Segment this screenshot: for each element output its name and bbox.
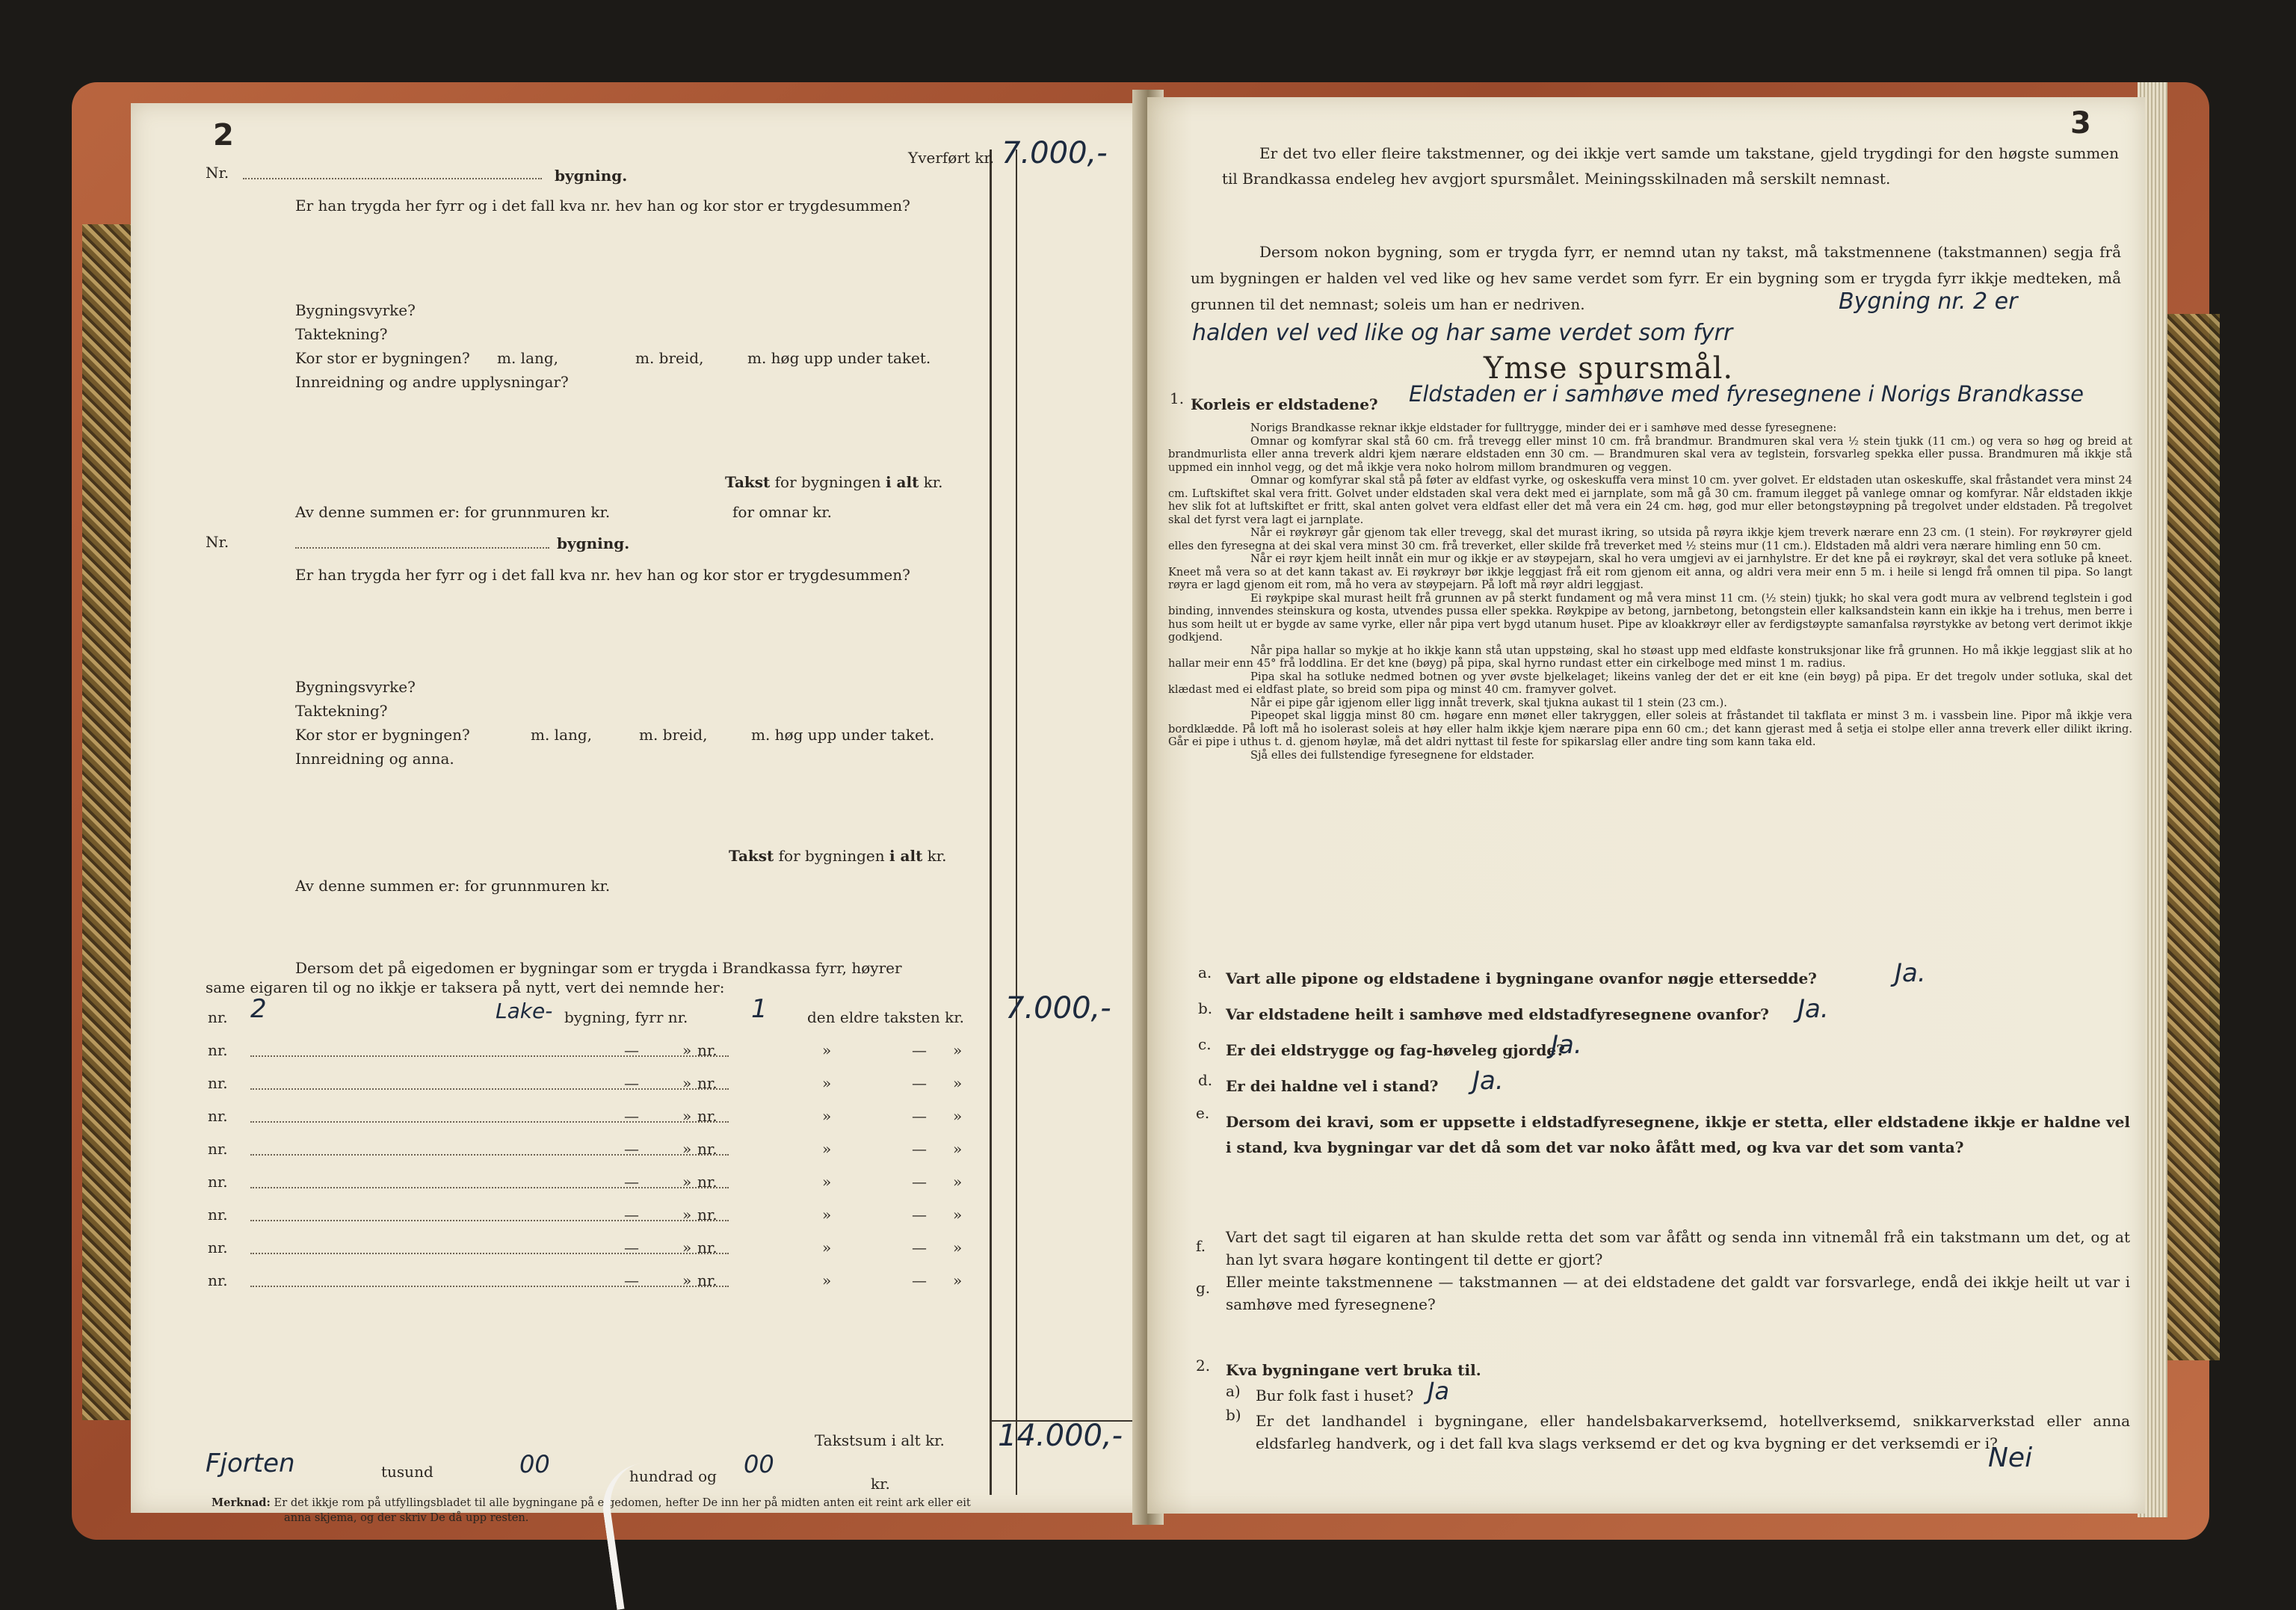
size-question-2: Kor stor er bygningen? xyxy=(295,726,470,744)
amount-column-rule-2 xyxy=(1016,149,1017,1495)
size-hog-2: m. høg upp under taket. xyxy=(751,726,935,744)
dersom-text-1: Dersom det på eigedomen er bygningar som er trygda i Brandkassa fyrr, høyrer xyxy=(295,959,902,977)
question-text: Vart alle pipone og eldstadene i bygningane ovanfor nøgje ettersedde? xyxy=(1226,969,1817,987)
row-quote-3: » xyxy=(953,1173,963,1191)
takst-label-1: Takst xyxy=(725,473,771,491)
row-quote: » xyxy=(682,1173,692,1191)
size-lang-2: m. lang, xyxy=(531,726,593,744)
rule-paragraph: Når pipa hallar so mykje at ho ikkje kann stå utan uppstøing, skal ho støast upp med eldfaste konstruksjonar like frå grunnen. Ho må ikkje leggjast slik at ho hallar meir enn 45° frå loddlina. Er det kne (bøyg) på pipa, skal hyrno rundast etter ein cirkelboge med minst 1 m. radius. xyxy=(1168,644,2132,670)
tusund-value: Fjorten xyxy=(206,1449,295,1478)
hundrad-value: 00 xyxy=(519,1450,550,1478)
taktekning-1: Taktekning? xyxy=(295,325,388,343)
q2a-text: Bur folk fast i huset? xyxy=(1256,1387,1414,1404)
hundrad-label: hundrad og xyxy=(629,1467,717,1485)
q2b-letter: b) xyxy=(1226,1406,1241,1424)
row-quote-2: » xyxy=(822,1107,832,1125)
question-answer: Ja. xyxy=(1797,994,1829,1024)
q1-answer: Eldstaden er i samhøve med fyresegnene i Norigs Brandkasse xyxy=(1409,381,2084,407)
row-dash-2: — xyxy=(912,1271,927,1289)
insured-question-1: Er han trygda her fyrr og i det fall kva nr. hev han og kor stor er trygdesummen? xyxy=(295,197,910,215)
size-hog-1: m. høg upp under taket. xyxy=(747,349,931,367)
row-fill-line xyxy=(250,1121,729,1123)
rule-paragraph: Sjå elles dei fullstendige fyresegnene for eldstader. xyxy=(1250,748,1534,762)
row-fill-line xyxy=(250,1088,729,1090)
row-quote: » xyxy=(682,1271,692,1289)
row-quote-2: » xyxy=(822,1173,832,1191)
merknad-text-2: anna skjema, og der skriv De då upp resten. xyxy=(284,1511,529,1524)
page-number-right: 3 xyxy=(2070,106,2091,141)
row-quote-3: » xyxy=(953,1140,963,1158)
handwritten-note-1: Bygning nr. 2 er xyxy=(1839,289,2018,315)
row-nr-label: nr. xyxy=(208,1074,228,1092)
takstsum-label: Takstsum i alt kr. xyxy=(815,1431,945,1449)
rule-paragraph: Norigs Brandkasse reknar ikkje eldstader for fulltrygge, minder dei er i samhøve med desse fyresegnene: xyxy=(1250,422,1837,434)
qg-letter: g. xyxy=(1196,1279,1211,1297)
takstsum-value: 14.000,- xyxy=(998,1419,1123,1453)
row-quote: » xyxy=(682,1041,692,1059)
nr-line xyxy=(243,178,542,179)
row-dash: — xyxy=(624,1206,639,1224)
row-quote: » xyxy=(682,1107,692,1125)
kr-end: kr. xyxy=(871,1475,890,1493)
row-nr-2: nr. xyxy=(697,1107,718,1125)
row-fill-line xyxy=(250,1220,729,1221)
row-nr-label: nr. xyxy=(208,1107,228,1125)
innreidning-1: Innreidning og andre upplysningar? xyxy=(295,373,569,391)
takst-kr-2: kr. xyxy=(927,847,947,865)
row-nr-label: nr. xyxy=(208,1271,228,1289)
takst-rest-2: for bygningen xyxy=(778,847,885,865)
row-quote-2: » xyxy=(822,1140,832,1158)
row-nr-2: nr. xyxy=(697,1173,718,1191)
takst-rest-1: for bygningen xyxy=(774,473,881,491)
row-nr-2: nr. xyxy=(697,1074,718,1092)
insured-question-2: Er han trygda her fyrr og i det fall kva nr. hev han og kor stor er trygdesummen? xyxy=(295,566,910,584)
question-answer: Ja. xyxy=(1551,1030,1582,1060)
row-nr-label: nr. xyxy=(208,1206,228,1224)
qf-letter: f. xyxy=(1196,1237,1206,1255)
paragraph-previously-insured: Dersom nokon bygning, som er trygda fyrr, er nemnd utan ny takst, må takstmennene (takstmannen) segja frå um bygningen er halden vel ved like og hev same verdet som fyrr. Er ein bygning som er trygda fyrr ikkje medteken, må grunnen til det nemnast; soleis um han er nedriven. xyxy=(1191,243,2121,313)
q1-label: Korleis er eldstadene? xyxy=(1191,395,1378,413)
row-dash-2: — xyxy=(912,1107,927,1125)
taktekning-2: Taktekning? xyxy=(295,702,388,720)
q1-number: 1. xyxy=(1170,389,1185,407)
q2b-answer: Nei xyxy=(1988,1443,2033,1473)
nr-label-2: Nr. xyxy=(206,533,229,551)
takst-kr-1: kr. xyxy=(923,473,943,491)
ore-value: 00 xyxy=(744,1450,774,1478)
table-row-fyrr-value: 1 xyxy=(751,994,768,1024)
qf-text: Vart det sagt til eigaren at han skulde retta det som var åfått og senda inn vitnemål frå ein takstmann um det, og at han lyt svara høgare kontingent til dette er gjort? xyxy=(1226,1228,2130,1268)
right-page xyxy=(1147,97,2145,1514)
row-fill-line xyxy=(250,1286,729,1287)
row-quote-3: » xyxy=(953,1074,963,1092)
question-letter: a. xyxy=(1198,963,1212,981)
row-quote: » xyxy=(682,1206,692,1224)
row-dash-2: — xyxy=(912,1041,927,1059)
row-dash: — xyxy=(624,1140,639,1158)
row-dash: — xyxy=(624,1239,639,1256)
takst-alt-1: i alt xyxy=(885,473,919,491)
row-nr-label: nr. xyxy=(208,1173,228,1191)
rule-paragraph: Omnar og komfyrar skal stå 60 cm. frå trevegg eller minst 10 cm. frå brandmur. Brandmuren skal vera ½ stein tjukk (11 cm.) og vera so høg og breid at brandmurlista eller anna treverk aldri kjem nærare eldstaden enn 30 cm. — Brandmuren skal vera av teglstein, forsvarleg spekka eller pussa. Brandmuren må ikkje stå uppmed ein innhol vegg, og det må ikkje vera noko holrom millom brandmuren og veggen. xyxy=(1168,434,2132,474)
table-row-bygning-fyrr: bygning, fyrr nr. xyxy=(564,1008,688,1026)
row-fill-line xyxy=(250,1055,729,1057)
row-quote: » xyxy=(682,1074,692,1092)
qe-text: Dersom dei kravi, som er uppsette i eldstadfyresegnene, ikkje er stetta, eller eldstadene ikkje er haldne vel i stand, kva bygningar var det då som det var noko åfått med, og kva var det som vanta? xyxy=(1226,1113,2130,1156)
handwritten-note-2: halden vel ved like og har same verdet som fyrr xyxy=(1192,320,1733,346)
question-text: Er dei haldne vel i stand? xyxy=(1226,1077,1439,1095)
takst-label-2: Takst xyxy=(729,847,774,865)
row-dash: — xyxy=(624,1107,639,1125)
q2a-letter: a) xyxy=(1226,1382,1241,1400)
rule-paragraph: Pipa skal ha sotluke nedmed botnen og yver øvste bjelkelaget; likeins vanleg der det er eit kne (ein bøyg) på pipa. Er det tregolv under sotluka, skal det klædast med ei eldfast plate, so breid som pipa og minst 40 cm. framyver golvet. xyxy=(1168,670,2132,696)
row-quote-2: » xyxy=(822,1239,832,1256)
size-breid-1: m. breid, xyxy=(635,349,704,367)
rule-paragraph: Når ei pipe går igjenom eller ligg innåt treverk, skal tjukna aukast til 1 stein (23 cm.). xyxy=(1250,696,1727,709)
question-answer: Ja. xyxy=(1472,1066,1504,1096)
row-nr-2: nr. xyxy=(697,1140,718,1158)
takst-alt-2: i alt xyxy=(889,847,923,865)
row-fill-line xyxy=(250,1187,729,1188)
qe-letter: e. xyxy=(1196,1104,1210,1122)
row-quote-3: » xyxy=(953,1271,963,1289)
rule-paragraph: Ei røykpipe skal murast heilt frå grunnen av på sterkt fundament og må vera minst 11 cm. (½ stein) tjukk; ho skal vera godt mura av velbrend teglstein i god binding, innvendes steinskura og kosta, utvendes pussa eller spekka. Røykpipe av betong, jarnbetong, betongstein eller kalksandstein kann ein ikkje ha i trehus, men berre i hus som heilt ut er bygde av same vyrke, eller når pipa vert bygd utanum huset. Pipe av kloakkrøyr eller av ferdigstøypte samanfalsa røyrstykke av betong vert derimot ikkje godkjend. xyxy=(1168,591,2132,644)
row-dash: — xyxy=(624,1271,639,1289)
merknad-label: Merknad: xyxy=(212,1496,271,1509)
rule-paragraph: Omnar og komfyrar skal stå på føter av eldfast vyrke, og oskeskuffa vera minst 10 cm. yver golvet. Er eldstaden utan oskeskuffe, skal fråstandet vera minst 24 cm. Luftskiftet skal vera fritt. Golvet under eldstaden skal vera dekt med ei jarnplate, som må gå 30 cm. framum ilegget på vanlege omnar og komfyrar. Når eldstaden ikkje hev slik fot at luftskiftet er fritt, skal anten golvet vera eldfast eller det må vera ein 24 cm. høg, god mur eller betongstøypning på tregolvet under eldstaden. På tregolvet skal det fyrst vera lagt ei jarnplate. xyxy=(1168,474,2132,526)
row-dash-2: — xyxy=(912,1173,927,1191)
rule-paragraph: Når ei røykrøyr går gjenom tak eller trevegg, skal det murast ikring, so utsida på røyra ikkje kjem treverk nærare enn 23 cm. (1 stein). For røykrøyrer gjeld elles den fyresegna at dei skal vera minst 30 cm. frå treverket, eller skilde frå treverket med ½ steins mur (11 cm.). Eldstaden må aldri vera nærare himling enn 50 cm. xyxy=(1168,526,2132,552)
row-quote-3: » xyxy=(953,1239,963,1256)
rule-paragraph: Når ei røyr kjem heilt innåt ein mur og ikkje er av støypejarn, skal ho vera umgjevi av ei jarnhylstre. Er det kne på ei røykrøyr, skal det vera sotluke på kneet. Kneet må vera so at det kann takast av. Ei røykrøyr bør ikkje leggjast frå eit rom gjenom eit anna, og aldri vera meir enn 5 m. i heile si lengd frå omnen til pipa. So langt røyra er lagd gjenom eit rom, må ho vera av støypejarn. På loft må røyr aldri leggjast. xyxy=(1168,552,2132,591)
nr-label: Nr. xyxy=(206,164,229,182)
av-denne-summen-1: Av denne summen er: for grunnmuren kr. xyxy=(295,503,611,521)
tusund-label: tusund xyxy=(381,1463,433,1481)
size-question-1: Kor stor er bygningen? xyxy=(295,349,470,367)
section-heading: Ymse spursmål. xyxy=(1484,351,1734,386)
q2b-text: Er det landhandel i bygningane, eller handelsbakarverksemd, hotellverksemd, snikkarverkstad eller anna eldsfarleg handverk, og i det fall kva slags verksemd er det og kva bygning er det verksemdi er i? xyxy=(1256,1412,2130,1452)
row-quote-2: » xyxy=(822,1041,832,1059)
bygningsvyrke-2: Bygningsvyrke? xyxy=(295,678,416,696)
table-row-nr: nr. xyxy=(208,1008,228,1026)
qg-text: Eller meinte takstmennene — takstmannen — at dei eldstadene det galdt var forsvarlege, endå dei ikkje heilt ut var i samhøve med fyresegnene? xyxy=(1226,1273,2130,1313)
row-quote-3: » xyxy=(953,1041,963,1059)
row-dash-2: — xyxy=(912,1140,927,1158)
question-letter: c. xyxy=(1198,1035,1212,1053)
amount-column-rule xyxy=(990,149,992,1495)
yverfort-label: Yverført kr. xyxy=(908,149,995,167)
size-lang-1: m. lang, xyxy=(497,349,559,367)
q2-number: 2. xyxy=(1196,1357,1211,1375)
for-omnar: for omnar kr. xyxy=(732,503,832,521)
row-dash: — xyxy=(624,1074,639,1092)
row-quote-2: » xyxy=(822,1074,832,1092)
yverfort-value: 7.000,- xyxy=(1002,136,1108,170)
question-text: Var eldstadene heilt i samhøve med eldstadfyresegnene ovanfor? xyxy=(1226,1005,1769,1023)
marbled-edge-right xyxy=(2167,314,2220,1360)
table-row-building-name: Lake- xyxy=(496,999,553,1023)
row-fill-line xyxy=(250,1154,729,1156)
row-quote: » xyxy=(682,1140,692,1158)
bygning-label-2: bygning. xyxy=(557,534,630,552)
bygning-label: bygning. xyxy=(555,167,628,185)
row-fill-line xyxy=(250,1253,729,1254)
row-nr-2: nr. xyxy=(697,1239,718,1256)
row-nr-label: nr. xyxy=(208,1140,228,1158)
fire-safety-rules xyxy=(1168,422,2132,762)
rule-paragraph: Pipeopet skal liggja minst 80 cm. høgare enn mønet eller takryggen, eller soleis at fråstandet til takflata er minst 3 m. i vassbein line. Pipor må ikkje vera bordklædde. På loft må ho isolerast soleis at høy eller halm ikkje kjem nærare pipa enn 60 cm.; det kann gjerast med å setja ei stolpe eller anna treverk eller dilikt ikring. Går ei pipe i uthus t. d. gjenom høylæ, må det aldri nyttast til feste for spikarslag eller andre ting som kann taka eld. xyxy=(1168,709,2132,748)
row-nr-2: nr. xyxy=(697,1206,718,1224)
size-breid-2: m. breid, xyxy=(639,726,708,744)
row-nr-label: nr. xyxy=(208,1041,228,1059)
row-quote-2: » xyxy=(822,1206,832,1224)
row-dash: — xyxy=(624,1041,639,1059)
page-number: 2 xyxy=(213,118,234,152)
row-dash-2: — xyxy=(912,1206,927,1224)
row-quote-3: » xyxy=(953,1107,963,1125)
q2a-answer: Ja xyxy=(1428,1377,1450,1405)
av-denne-summen-2: Av denne summen er: for grunnmuren kr. xyxy=(295,877,611,895)
question-letter: d. xyxy=(1198,1071,1213,1089)
q2-text: Kva bygningane vert bruka til. xyxy=(1226,1361,1481,1379)
nr-line-2 xyxy=(295,547,549,549)
row-nr-2: nr. xyxy=(697,1041,718,1059)
row-nr-label: nr. xyxy=(208,1239,228,1256)
row-quote-3: » xyxy=(953,1206,963,1224)
row-quote: » xyxy=(682,1239,692,1256)
innreidning-2: Innreidning og anna. xyxy=(295,750,454,768)
merknad-text: Er det ikkje rom på utfyllingsbladet til alle bygningane på eigedomen, hefter De inn her på midten anten eit reint ark eller eit xyxy=(274,1496,971,1509)
row-dash-2: — xyxy=(912,1239,927,1256)
question-letter: b. xyxy=(1198,999,1213,1017)
dersom-text-2: same eigaren til og no ikkje er taksera på nytt, vert dei nemnde her: xyxy=(206,978,725,996)
row-quote-2: » xyxy=(822,1271,832,1289)
paragraph-disagreement: Er det tvo eller fleire takstmenner, og dei ikkje vert samde um takstane, gjeld trygdingi for den høgste summen til Brandkassa endeleg hev avgjort spursmålet. Meiningsskilnaden må serskilt nemnast. xyxy=(1222,144,2119,188)
question-text: Er dei eldstrygge og fag-høveleg gjorde? xyxy=(1226,1041,1565,1059)
marbled-edge-left xyxy=(82,224,135,1420)
left-page xyxy=(131,103,1158,1524)
table-row-eldre: den eldre taksten kr. xyxy=(807,1008,964,1026)
row-dash: — xyxy=(624,1173,639,1191)
row-dash-2: — xyxy=(912,1074,927,1092)
bygningsvyrke-1: Bygningsvyrke? xyxy=(295,301,416,319)
table-row-value: 7.000,- xyxy=(1005,991,1111,1025)
question-answer: Ja. xyxy=(1895,958,1926,988)
table-row-nr-value: 2 xyxy=(250,994,267,1024)
row-nr-2: nr. xyxy=(697,1271,718,1289)
